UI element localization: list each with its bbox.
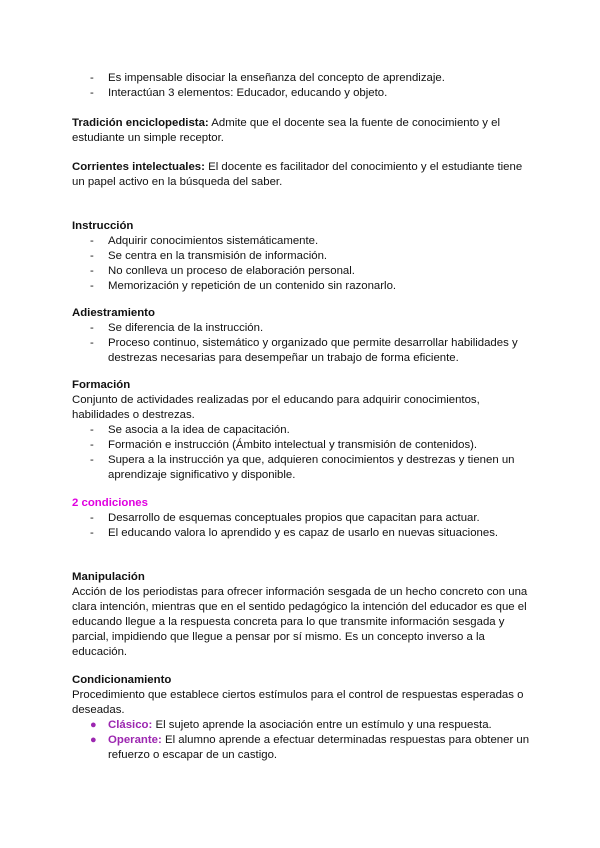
section-heading: Instrucción — [72, 220, 134, 232]
instruccion-section — [72, 219, 532, 294]
dash-marker: - — [90, 322, 94, 334]
dash-marker: - — [90, 265, 94, 277]
condicionamiento-section — [72, 673, 532, 763]
dash-marker: - — [90, 87, 94, 99]
list-item: ● Clásico: El sujeto aprende la asociación entre un estímulo y una respuesta. — [90, 719, 492, 731]
list-item: - Se asocia a la idea de capacitación. — [90, 424, 290, 436]
section-heading: Condicionamiento — [72, 674, 172, 686]
dash-marker: - — [90, 235, 94, 247]
list-item: - Desarrollo de esquemas conceptuales propios que capacitan para actuar. — [90, 512, 480, 524]
tradicion-label: Tradición enciclopedista: — [72, 117, 209, 129]
intro-list — [72, 71, 532, 101]
dash-marker: - — [90, 454, 94, 466]
dash-marker: - — [90, 280, 94, 292]
corrientes-label: Corrientes intelectuales: — [72, 161, 205, 173]
dash-marker: - — [90, 512, 94, 524]
corrientes-paragraph — [72, 160, 532, 190]
formacion-section — [72, 378, 532, 483]
formacion-text: Conjunto de actividades realizadas por el educando para adquirir conocimientos, habilidades o destrezas. — [72, 394, 480, 421]
list-item: - Memorización y repetición de un contenido sin razonarlo. — [90, 280, 397, 292]
list-item: - Proceso continuo, sistemático y organizado que permite desarrollar habilidades y destrezas necesarias para desempeñar un trabajo de forma eficiente. — [90, 337, 518, 364]
manipulacion-section — [72, 570, 532, 660]
list-item: - Se diferencia de la instrucción. — [90, 322, 264, 334]
section-heading: Manipulación — [72, 571, 145, 583]
corrientes-text: El docente es facilitador del conocimiento y el estudiante tiene un papel activo en la búsqueda del saber. — [72, 161, 523, 188]
condiciones-section — [72, 496, 532, 541]
section-heading: Formación — [72, 379, 131, 391]
list-item: ● Operante: El alumno aprende a efectuar determinadas respuestas para obtener un refuerzo o escapar de un castigo. — [90, 734, 530, 761]
list-item: - Adquirir conocimientos sistemáticamente. — [90, 235, 319, 247]
list-item: - No conlleva un proceso de elaboración personal. — [90, 265, 355, 277]
condicionamiento-text: Procedimiento que establece ciertos estímulos para el control de respuestas esperadas o deseadas. — [72, 689, 524, 716]
section-heading: Adiestramiento — [72, 307, 155, 319]
bullet-marker: ● — [90, 734, 97, 746]
section-heading: 2 condiciones — [72, 497, 148, 509]
manipulacion-text: Acción de los periodistas para ofrecer información sesgada de un hecho concreto con una clara intención, mientras que en el sentido pedagógico la intención del educador es que el educando llegue a la respuesta concreta para lo que transmite información sesgada y parcial, impidiendo que llegue a pensar por sí mismo. Es un concepto inverso a la educación. — [72, 586, 528, 658]
tradicion-text: Admite que el docente sea la fuente de conocimiento y el estudiante un simple receptor. — [72, 117, 501, 144]
dash-marker: - — [90, 424, 94, 436]
dash-marker: - — [90, 337, 94, 349]
list-item: - Interactúan 3 elementos: Educador, educando y objeto. — [90, 87, 388, 99]
list-item: - Formación e instrucción (Ámbito intelectual y transmisión de contenidos). — [90, 439, 478, 451]
bullet-marker: ● — [90, 719, 97, 731]
list-item: - Se centra en la transmisión de información. — [90, 250, 328, 262]
dash-marker: - — [90, 527, 94, 539]
dash-marker: - — [90, 439, 94, 451]
list-item: - Supera a la instrucción ya que, adquieren conocimientos y destrezas y tienen un aprendizaje significativo y disponible. — [90, 454, 515, 481]
dash-marker: - — [90, 72, 94, 84]
clasico-label: Clásico: — [108, 719, 153, 731]
list-item: - El educando valora lo aprendido y es capaz de usarlo en nuevas situaciones. — [90, 527, 499, 539]
dash-marker: - — [90, 250, 94, 262]
operante-label: Operante: — [108, 734, 162, 746]
list-item: - Es impensable disociar la enseñanza del concepto de aprendizaje. — [90, 72, 445, 84]
tradicion-paragraph — [72, 116, 532, 146]
adiestramiento-section — [72, 306, 532, 366]
